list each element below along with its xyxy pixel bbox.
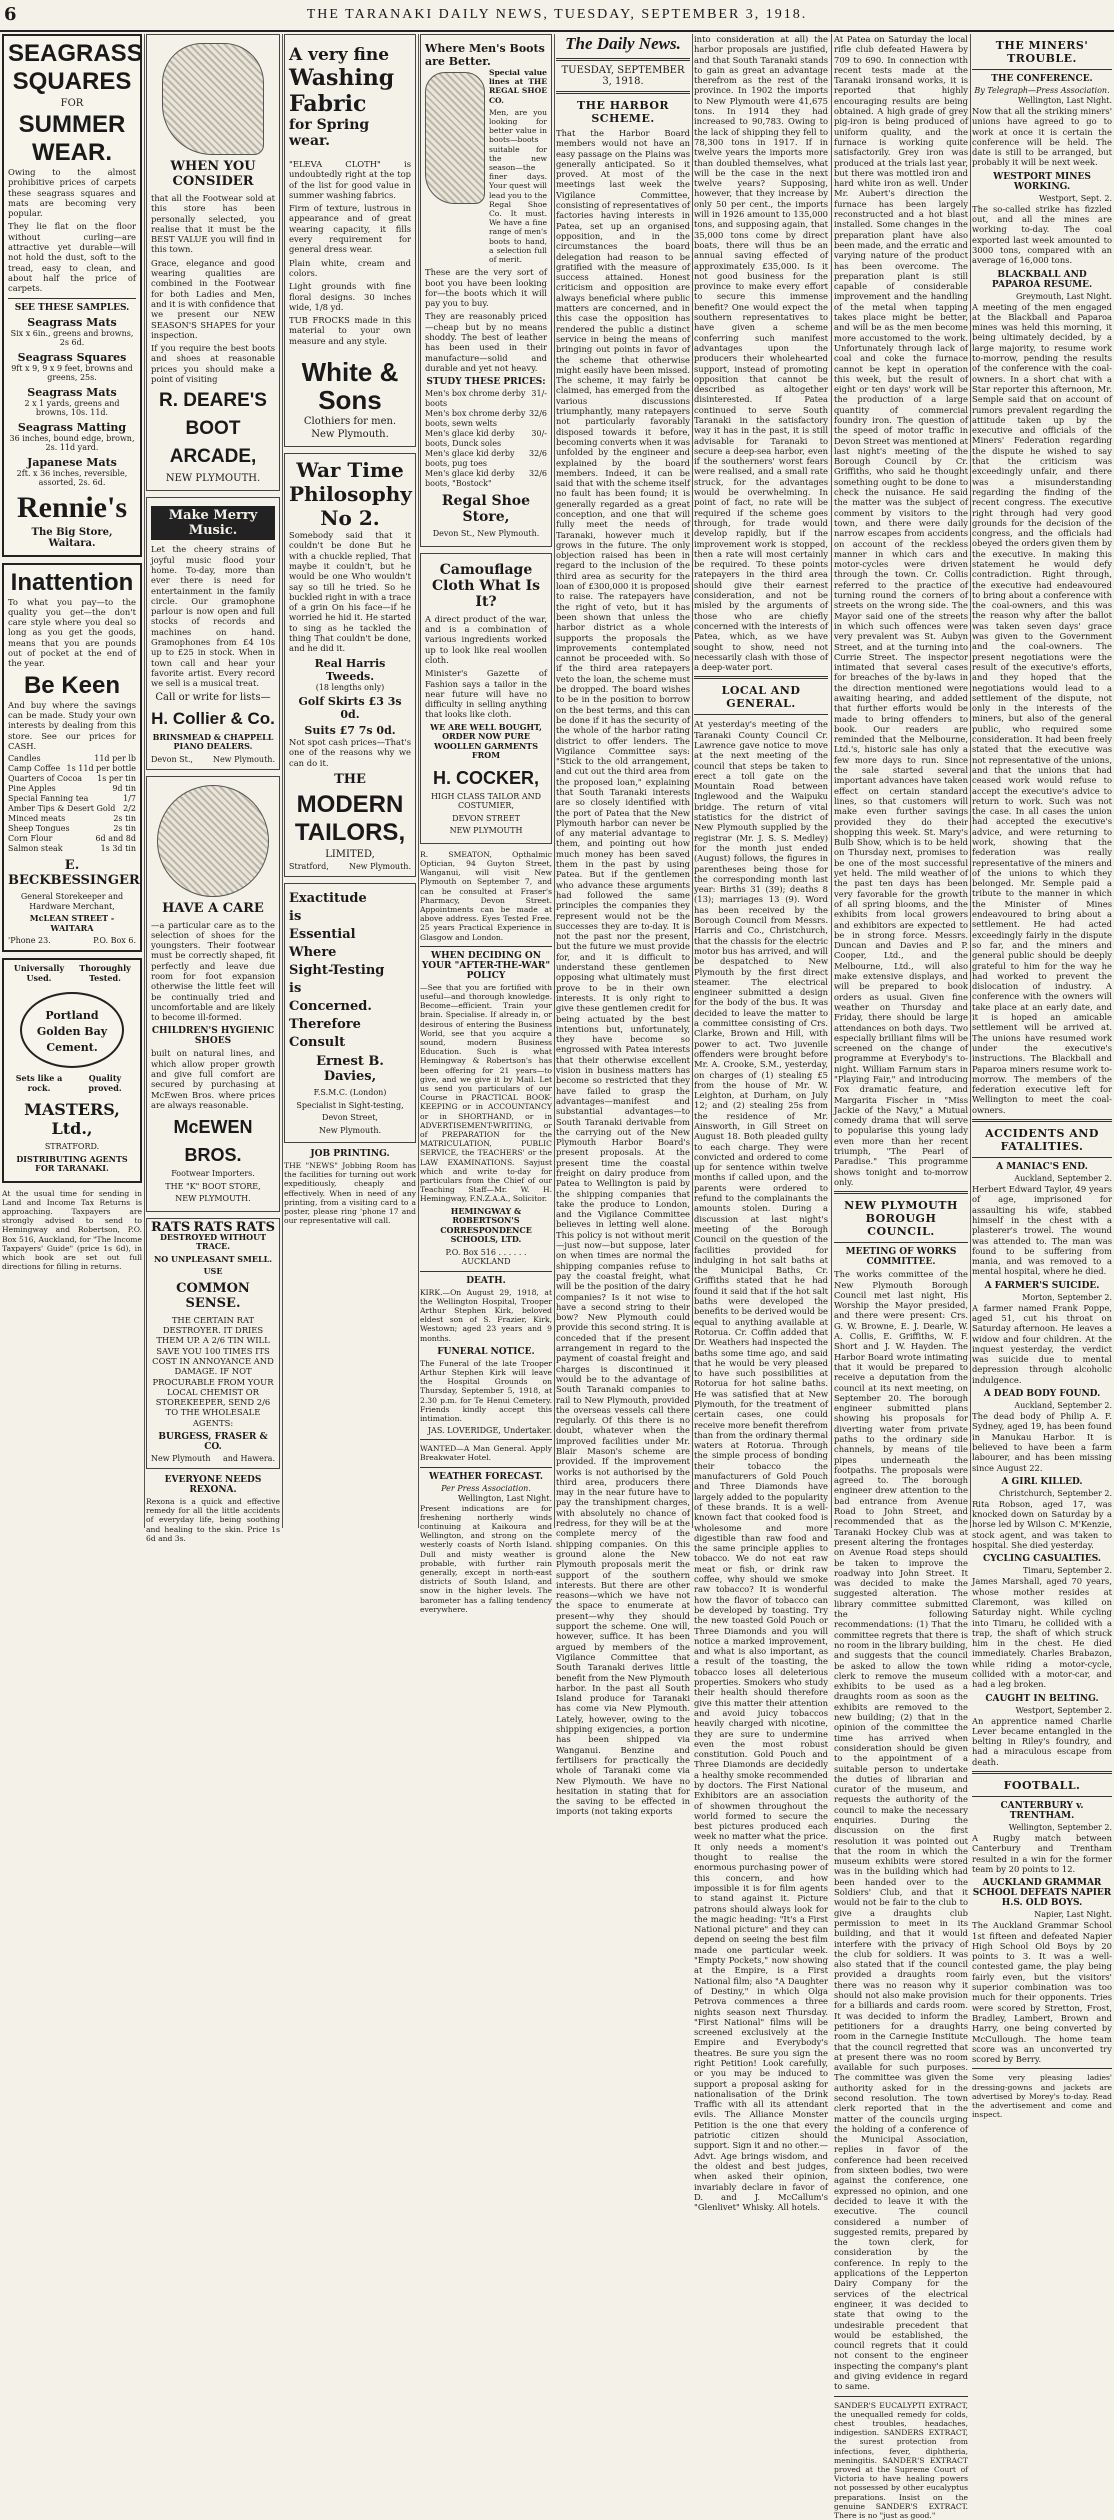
exactitude-line: Essential (289, 927, 356, 942)
ladies-shoe-illustration (162, 43, 264, 155)
mcewen-desc: Footwear Importers. (171, 1169, 255, 1179)
price-row: Pine Apples 9d tin (8, 784, 136, 794)
editorial-continued: into consideration at all) the harbor proposals are justified, and that South Taranaki stands to gain as great an advantage therefrom as the rest of the province. In 1902 the imports to New Plymouth were 41,675 tons. In 1914 they had increased to 90,783. Owing to the lack of shipping they fell to 78,300 tons in 1917. If in twelve years the imports more than doubled themselves, what will be the case in the next twelve years? Supposing, however, that they increase by only 50 per cent., the imports will in 1926 amount to 135,000 tons, and supposing again, that 35,000 tons come by direct boats, there will thus be an annual saving effected of approximately £35,000. Is it not good business for the province to make every effort to secure this immense benefit? One would expect the southern representatives to have given a scheme conferring such manifest advantages upon the producers their wholehearted support, instead of promoting opposition that cannot be described as altogether disinterested. If Patea continued to serve South Taranaki in the satisfactory way it has in the past, it is still advisable for Taranaki to secure a deep-sea harbor, even if the southerners' worst fears were realised, and a small rate struck, for the advantages would be overwhelming. In point of fact, no rate will be required if the scheme goes through, for trade would develop rapidly, but if the improvement work is stopped, then a rate will most certainly be required. To these points ratepayers in the third area should give their earnest consideration, and not be misled by the arguments of those who are chiefly concerned with the interests of Patea, which, as we have sought to show, need not necessarily clash with those of a deep-water port. (694, 34, 828, 673)
washing-body-2: Firm of texture, lustrous in appearance and of great wearing capacity, it fills every requirement for general dress wear. (289, 203, 411, 255)
masters-town: STRATFORD. (44, 1142, 100, 1152)
regal-street: Devon St., New Plymouth. (432, 529, 540, 539)
suits-item: Suits £7 7s 0d. (304, 724, 396, 738)
local-general-continued: At Patea on Saturday the local rifle club defeated Hawera by 709 to 690. In connection with recent tests made at the Taranaki ironsand works, it is reported that highly encouraging results are being obtained. A high grade of grey pig-iron is being produced of uniform quality, and the furnace is working quite satisfactorily. Grey iron was produced at the trials last year, but there was mottled iron and hard white iron as well. Under Mr. Aubert's direction the furnace has been largely reconstructed and a hot blast installed. Some changes in the preparation plant have also been made, and the erratic and varying nature of the product has been overcome. The preparation plant is still capable of considerable improvement and the handling of the metal when tapping takes place might be better, and will be as the men become more accustomed to the work. Unfortunately through lack of coal and coke the furnace cannot be kept in operation this week, but the result of eight or ten days' work will be the production of a large quantity of commercial foundry iron. The question of the speed of motor traffic in Devon Street was mentioned at last night's meeting of the Borough Council by Cr. Griffiths, who said he thought something ought to be done to check the nuisance. He said the matter was the subject of comment by visitors to the town, and there were daily narrow escapes from accidents on account of the reckless manner in which cars and motor-cycles were driven through the town. Cr. Collis referred to the practice of turning round the corners of streets on the wrong side. The Mayor said one of the streets in which such offences were very prevalent was St. Aubyn Street, and at the turning into Currie Street. The inspector intimated that several cases for breaches of the by-laws in the direction mentioned were awaiting hearing, and added that further efforts would be made to bring offenders to book. Our readers are reminded that the Melbourne, Ltd.'s, historic sale has only a few more days to run. Since the sale started several important advances have taken effect on certain standard lines, so that customers will make even further savings provided they do their shopping this week. St. Mary's Bulb Show, which is to be held on Thursday next, promises to be one of the most successful yet held. The mild weather of the past ten days has been very favorable for the growth of all spring blooms, and the exhibits from local growers and exhibitors are expected to be in strong force. Messrs. Duncan and Davies and P. Cooper, Ltd., and the Melbourne, Ltd., will also make extensive displays, and will be prepared to book orders as usual. Given fine weather on Thursday and Friday, there should be large attendances on both days. Two especially brilliant films will be screened on the change of programme at Everybody's to-night. William Farnum stars in "Playing Fair," and introducing Fox dramatic feature, and Margarita Fischer in "Miss Jackie of the Navy," a Mutual comedy drama that will serve to popularise this young lady even more than her recent triumph, "The Pearl of Paradise." This programme shows tonight and to-morrow only. (834, 34, 968, 1187)
column-divider (418, 34, 419, 1528)
davies-name: Ernest B. Davies, (316, 1054, 384, 1084)
exactitude-line: Sight-Testing (289, 963, 385, 978)
rats-agents: BURGESS, FRASER & CO. (158, 1432, 268, 1453)
dealer-address: McLEAN STREET - WAITARA (29, 913, 115, 933)
children-illustration (157, 785, 269, 897)
white-sons-sub: Clothiers for men. (303, 416, 397, 428)
exactitude-line: Consult (289, 1035, 346, 1050)
dateline: Greymouth, Last Night. (1015, 291, 1112, 301)
washing-body-4: Light grounds with fine floral designs. 30 inches wide, 1/8 yd. (289, 281, 411, 312)
divider (8, 298, 136, 299)
care-body-2: built on natural lines, and which allow proper growth and give full comfort are secured by purchasing at McEwen Bros. where prices are always reasonable. (151, 1048, 275, 1110)
white-sons-town: New Plymouth. (311, 429, 389, 441)
column-5 (556, 34, 690, 1817)
blackball-body: A meeting of the men engaged at the Blackball and Paparoa mines was held this morning, it being ultimately decided, by a large majority, to resume work to-morrow, pending the results of the conference with the coal-owners. In a short chat with a Star reporter this afternoon, Mr. Semple said that on account of rumors prevalent regarding the attitude taken up by the executive and officials of the Miners' Federation regarding the dispute he wished to say that the criticism was exceedingly unfair, and there was a misunderstanding regarding the finding of the recent congress. The executive right through had very good grounds for the decision of the congress, and the officials had obeyed the orders given them by the executive. In making this statement he would defy contradiction. Right through, the executive had endeavoured to bring about a conference with the coal-owners, and this was the reason why after the ballot was taken seven days' grace was given to the Government and the coal-owners. The present negotiations were the result of the executive's efforts, and they hoped that the negotiations would lead to a settlement of the dispute, not only in the interests of the miners, but also of the general public, who required some consideration. It had been freely stated that the executive was not representative of the unions, and that the unions that had ceased work would refuse to accept the executive's advice to return to work. Such was not the case. In all cases the union had accepted the executive's advice, and were returning to work, showing that the federation was really representative of the miners and of the unions to which they belonged. Mr. Semple paid a tribute to the manner in which the Minister of Mines endeavoured to bring about a settlement. He had acted exceedingly fairly in the dispute so far, and the miners and general public should be deeply grateful to him for the way he had worked to prevent the dislocation of industry. A conference with the owners will take place at an early date, and it is hoped an amicable settlement will be arrived at. The unions have resumed work under the executive's instructions. The Blackball and Paparoa miners resume work to-morrow. The members of the federation executive left for Wellington to meet the coal-owners. (972, 301, 1112, 1115)
morey-notice: Some very pleasing ladies' dressing-gowns and jackets are advertised by Morey's to-day. Read the advertisement and come and inspect. (972, 2073, 1112, 2120)
davies-town: New Plymouth. (318, 1125, 382, 1135)
column-divider (831, 34, 832, 1528)
washing-title-4: for Spring wear. (289, 117, 370, 149)
rats-line: DESTROYED WITHOUT TRACE. (159, 1231, 267, 1252)
be-keen-body: And buy where the savings can be made. Study your own interests by dealing from this store. See our prices for CASH. (8, 699, 136, 751)
divider (420, 1439, 552, 1440)
grammar-title: AUCKLAND GRAMMAR SCHOOL DEFEATS NAPIER H.S. OLD BOYS. (972, 1878, 1112, 1909)
divider (972, 2068, 1112, 2069)
exactitude-line: Therefore (289, 1017, 361, 1032)
council-body: The works committee of the New Plymouth Borough Council met last night, His Worship the Mayor presided, and there were present: Crs. G. W. Browne, E. J. Dearle, W. A. Collis, E. Griffiths, W. F. Short and J. W. Hayden. The Harbor Board wrote intimating that it would be prepared to receive a deputation from the council at its next meeting, on September 20. The borough engineer submitted plans showing his proposals for diverting water from private paths to the ordinary side channels, by means of tile pipes underneath the footpaths. The proposals were agreed to. The borough engineer drew attention to the bad entrance from Avenue Road to John Street, and recommended that as the Taranaki Hockey Club was at present altering the frontages on Avenue Road steps should be taken to improve the roadway into John Street. It was decided to make the suggested alteration. The library committee submitted the following recommendations: (1) That the committee regrets that there is no room in the library building, and suggests that the council be asked to allow the town clerk to remove the museum exhibits to be used as a draughts room as soon as the exhibits are removed to the new building; (2) that in the opinion of the committee the time has arrived when consideration should be given to the appointment of a suitable person to undertake the duties of librarian and curator of the museum, and requests the authority of the council to make the necessary enquiries. During the discussion on the first resolution it was pointed out that the room in which the museum exhibits were stored was in the building which had been handed over to the Soldiers' Club, and that it would not be fair to the club to give a draughts club permission to meet in its building, and that it would interfere with the privacy of the club for soldiers. It was also stated that if the council provided a draughts room there was no reason why it should not also make provision for a billiards and cards room. It was decided to inform the petitioners for a draughts room in the Carnegie Institute that the council regretted that at present there was no room available for such purposes. The committee was given the authority asked for in the second resolution. The town clerk reported that in the matter of the councils urging the holding of a conference of the Municipal Association, replies in favor of the conference had been received from sixteen bodies, two were against the conference, one expressed no opinion, and one decided to leave it with the executive. The council considered a number of suggested remits, prepared by the town clerk, for consideration by the conference. In reply to the applications of the Lepperton Dairy Company for the services of the electrical engineer, it was decided to state that owing to the undesirable precedent that would be established, the council regrets that it could not consent to the engineer inspecting the company's plant and giving evidence in regard to same. (834, 1269, 968, 2392)
modern-modern: MODERN (296, 791, 404, 818)
regal-body: These are the very sort of boot you have been looking for—the boots which it will pay you to buy. (425, 267, 547, 309)
product-name: Seagrass Matting (17, 420, 127, 434)
dateline: Westport, September 2. (1015, 1705, 1112, 1715)
divider (972, 1157, 1112, 1158)
washing-advert (284, 34, 416, 447)
rats-body: THE CERTAIN RAT DESTROYER. IT DRIES THEM UP. A 2/6 TIN WILL SAVE YOU 100 TIMES ITS COST IN ANNOYANCE AND DAMAGE. IF NOT PROCURABLE FROM YOUR LOCAL CHEMIST OR STOREKEEPER, SEND 2/6 TO THE WHOLESALE AGENTS: (152, 1314, 274, 1428)
wanted-notice: WANTED—A Man General. Apply Breakwater Hotel. (420, 1444, 552, 1463)
tweeds-item: Real Harris Tweeds. (314, 656, 386, 683)
product-desc: 9ft x 9, 9 x 9 feet, browns and greens, 25s. (11, 363, 133, 383)
cement-bottom: Sets like a rock. Quality proved. (15, 1073, 122, 1093)
cocker-name: H. COCKER, (432, 767, 539, 788)
dateline: Westport, Sept. 2. (1039, 193, 1112, 203)
davies-spec: Specialist in Sight-testing, (296, 1100, 404, 1110)
headline-wear: WEAR. (32, 139, 112, 166)
cycling-title: CYCLING CASUALTIES. (982, 1554, 1102, 1565)
mens-boot-illustration (425, 72, 485, 204)
hemingway-box: P.O. Box 516 . . . . . . AUCKLAND (445, 1247, 527, 1267)
regal-intro: Men, are you looking for better value in boots—boots suitable for the new season—the finer days. Your quest will lead you to the Regal Shoe Co. It must. We have a fine range of men's boots to hand, a selection full of merit. (489, 107, 547, 265)
regal-price-row: Men's glace kid derby boots, "Bostock" 32/6 (425, 469, 547, 489)
works-committee-title: MEETING OF WORKS COMMITTEE. (845, 1247, 957, 1268)
product-desc: Six x 6in., greens and browns, 2s 6d. (10, 328, 134, 348)
white-sons-logo: White & Sons (301, 357, 399, 416)
death-title: DEATH. (466, 1275, 506, 1286)
philosophy-body: Not spot cash prices—That's one of the reasons why we can do it. (289, 737, 411, 768)
conference-title: THE CONFERENCE. (991, 74, 1093, 84)
regal-body-2: They are reasonably priced—cheap but by no means shoddy. The best of leather has been used in their manufacture—solid and durable and yet not heavy. (425, 311, 547, 373)
deare-body-2: Grace, elegance and good wearing qualities are combined in the Footwear for both Ladies and Men, and it is with confidence that we present our NEW SEASON'S SHAPES for your inspection. (151, 257, 275, 340)
regal-price-row: Men's box chrome derby boots, sewn welts 32/6 (425, 409, 547, 429)
column-1 (2, 34, 142, 1524)
column-8 (972, 34, 1112, 2120)
exactitude-line: is (289, 909, 302, 924)
rats-line: NO UNPLEASANT SMELL. (153, 1253, 273, 1264)
column-divider (970, 34, 971, 1528)
cocker-street: DEVON STREET (452, 813, 520, 823)
editorial-title: THE HARBOR SCHEME. (576, 99, 670, 125)
seagrass-advert (2, 34, 142, 557)
canterbury-title: CANTERBURY v. TRENTHAM. (1000, 1801, 1084, 1822)
inattention-advert (2, 563, 142, 953)
newspaper-title: THE TARANAKI DAILY NEWS, TUESDAY, SEPTEMBER 3, 1918. (306, 7, 808, 22)
cycling-body: James Marshall, aged 70 years, whose mother resides at Claremont, was killed on Saturday night. While cycling into Timaru, he collided with a trap, the shaft of which struck him in the chest. He died immediately. Charles Brabazon, while riding a motor-cycle, collided with a motor-car, and had a leg broken. (972, 1576, 1112, 1690)
exactitude-line: Where (289, 945, 337, 960)
dateline: Wellington, Last Night. (1017, 96, 1112, 105)
daily-news-masthead: The Daily News. (565, 34, 681, 53)
deare-advert (146, 34, 280, 491)
price-row: Sheep Tongues 2s tin (8, 824, 136, 834)
job-printing-title: JOB PRINTING. (310, 1149, 390, 1159)
inattention-body: To what you pay—to the quality you get—the don't care style where you deal so long as you get the goods, means that you are pounds out of pocket at the end of the year. (8, 596, 136, 669)
press-byline: By Telegraph—Press Association. (974, 86, 1110, 95)
seagrass-intro-2: They lie flat on the floor without curling—are attractive yet durable—will not hold the dust, soft to the tread, easy to clean, and about half the price of carpets. (8, 221, 136, 294)
column-4 (420, 34, 552, 1614)
canterbury-body: A Rugby match between Canterbury and Trentham resulted in a win for the former team by 20 points to 12. (972, 1833, 1112, 1874)
camouflage-body: A direct product of the war, and is a combination of various ingredients worked up to look like real woollen cloth. (425, 613, 547, 665)
undertaker: JAS. LOVERIDGE, Undertaker. (427, 1426, 552, 1436)
column-divider (554, 34, 555, 1528)
rats-advert (146, 1218, 280, 1469)
product-desc: 36 inches, bound edge, brown, 2s. 11d yard. (9, 433, 135, 453)
rats-line: USE (203, 1266, 223, 1277)
sanders-advert: SANDER'S EUCALYPTI EXTRACT, the unequalled remedy for colds, chest troubles, headaches, indigestion. SANDERS EXTRACT, the surest protection from infections, fever, diphtheria, meningitis. SANDER'S EXTRACT proved at the Supreme Court of Victoria to have healing powers not possessed by other eucalyptus preparations. Insist on the genuine SANDER'S EXTRACT. There is no "just as good." (834, 2400, 968, 2520)
masthead (0, 0, 1114, 32)
price-row: Corn Flour 6d and 8d (8, 834, 136, 844)
seagrass-intro: Owing to the almost prohibitive prices of carpets these seagrass squares and mats are becoming very popular. (8, 167, 136, 219)
weather-dateline: Wellington, Last Night. (457, 1493, 552, 1503)
mcewen-shop: THE "K" BOOT STORE, (165, 1181, 261, 1191)
funeral-body: The Funeral of the late Trooper Arthur Stephen Kirk will leave the Hospital Grounds on Thursday, September 5, 1918, at 2.30 p.m. for Te Henui Cemetery. Friends kindly accept this intimation. (420, 1358, 552, 1424)
philosophy-verse: Somebody said that it couldn't be done But he with a chuckle replied, That maybe it couldn't, but he would be one Who wouldn't say so till he tried. So he buckled right in with a trace of a grin On his face—if he worried he hid it. He started to sing as he tackled the thing That couldn't be done, and he did it. (289, 530, 411, 654)
miners-title: THE MINERS' TROUBLE. (995, 39, 1089, 65)
regal-study: STUDY THESE PRICES: (426, 377, 546, 388)
dateline: Christchurch, September 2. (998, 1488, 1112, 1498)
rennies-sub: The Big Store, Waitara. (31, 526, 113, 549)
column-divider (282, 34, 283, 1528)
mcewen-name: McEWEN BROS. (173, 1117, 253, 1166)
conference-body: Now that all the striking miners' unions have agreed to go to work at once it is certain the conference will be held. The date is still to be arranged, but probably it will be next week. (972, 106, 1112, 168)
divider (556, 58, 690, 61)
deare-body: that all the Footwear sold at this store has been personally selected, you realise that it must be the BEST VALUE you will find in this town. (151, 193, 275, 255)
dateline: Timaru, September 2. (1022, 1566, 1112, 1576)
rats-towns: New Plymouth and Hawera. (151, 1454, 275, 1464)
rexona-body: Rexona is a quick and effective remedy for all the little accidents of everyday life, being soothing and healing to the skin. Price 1s 6d and 3s. (146, 1497, 280, 1543)
cocker-town: NEW PLYMOUTH (449, 826, 523, 836)
column-7 (834, 34, 968, 2520)
death-body: KIRK.—On August 29, 1918, at the Wellington Hospital, Trooper Arthur Stephen Kirk, beloved eldest son of S. Frazier, Kirk, Westown; aged 23 years and 9 months. (420, 1287, 552, 1343)
dead-body-title: A DEAD BODY FOUND. (983, 1389, 1101, 1400)
dealer-desc: General Storekeeper and Hardware Merchant, (20, 892, 124, 911)
girl-title: A GIRL KILLED. (1001, 1476, 1083, 1487)
divider (972, 1796, 1112, 1797)
dateline: Auckland, September 2. (1014, 1174, 1112, 1184)
davies-cert: F.S.M.C. (London) (313, 1088, 387, 1097)
camouflage-body-2: Minister's Gazette of Fashion says a tailor in the near future will have no difficulty in selling anything that looks like cloth. (425, 668, 547, 720)
after-war-body: —See that you are fortified with useful—and thorough knowledge. Become—efficient. Train your brain. Specialise. If already in, or desirous of entering the Business World, see that you acquire a sound, modern Business Education. Such is what Hemingway & Robertson's has been offering for 21 years—to give, and we give it by Mail. Let us send you particulars of our Course in PRACTICAL BOOK-KEEPING or in ACCOUNTANCY or in SHORTHAND, or in ADVERTISEMENT-WRITING, or of PREPARATION for the MATRICULATION, PUBLIC SERVICE, the TEACHERS' or the LAW EXAMINATIONS. Sayjust which and write to-day for particulars from the Chief of our Teaching Staff—Mr. W. H. Hemingway, F.N.Z.A.A., Solicitor. (420, 982, 552, 1204)
care-advert (146, 776, 280, 1212)
rexona-title: EVERYONE NEEDS REXONA. (164, 1475, 262, 1496)
weather-byline: Per Press Association. (441, 1483, 531, 1493)
local-general-body: At yesterday's meeting of the Taranaki County Council Cr. Lawrence gave notice to move at the next meeting of the council that steps be taken to erect a toll gate on the Mountain Road between Inglewood and the Waipuku bridge. The return of vital statistics for the district of New Plymouth supplied by the registrar (Mr. J. S. S. Medley) for the month just ended (August) follows, the figures in parentheses being those for the corresponding month last year: Births 31 (39); deaths 8 (13); marriages 13 (9). Word has been received by the Borough Council from Messrs. Harris and Co., Christchurch, that the chassis for the electric motor bus has arrived, and will be despatched to New Plymouth by the first direct steamer. The electrical engineer submitted a design for the body of the bus. It was decided to leave the matter to a committee consisting of Crs. Clarke, Brown and Hill, with power to act. Two juvenile offenders were brought before Mr. A. Crooke, S.M., yesterday, on charges of (1) stealing £5 from the house of Mr. W. Leighton, at Durham, on July 12; and (2) stealing 25s from the residence of Mr. Ainsworth, in Gill Street on August 18. Both pleaded guilty to each charge. They were convicted and ordered to come up for sentence within twelve months if called upon, and the parents were ordered to refund to the complainants the amounts stolen. During a discussion at last night's meeting of the Borough Council on the question of the facilities provided for indulging in hot salt baths at the Municipal Baths, Cr. Griffiths stated that he had found it said that if the hot salt baths were developed the benefits to be derived would be equal to anything available at Rotorua. Cr. Coffin added that Dr. Weathers had inspected the baths some time ago, and said that he would be very pleased to have such possibilities at Rotorua for hot saline baths. He was satisfied that at New Plymouth, for the treatment of certain cases, one could receive more benefit therefrom than from the ordinary thermal waters at Rotorua. Through the simple process of bonding their tobacco the manufacturers of Gold Pouch and Three Diamonds have largely added to the popularity of these brands. It is a well-known fact that cooked food is wholesome and more digestible than raw food and the same principle applies to tobacco. We do not eat raw meat or fish, or drink raw coffee, why should we smoke raw tobacco? It is wonderful how the flavor of tobacco can be developed by toasting. Try the new toasted Gold Pouch or Three Diamonds and you will notice a marked improvement, and what is also important, as a result of the toasting, the tobacco loses all deleterious properties. Smokers who study their health should therefore give this matter their attention and avoid juicy tobaccos heavily charged with nicotine, they are sure to undermine even the most robust constitution. Gold Pouch and Three Diamonds are decidedly a healthy smoke recommended by doctors. The First National Exhibitors are an association of showmen throughout the world formed to secure the best pictures produced each week no matter what the price. It only needs a moment's thought to realise the enormous purchasing power of this concern, and how impossible it is for film agents to stand against it. Picture patrons should always look for the magic heading: "It's a First National picture" and they can depend on seeing the best film made one particular week. "Empty Pockets," now showing at the Empire, is a First National film; also "A Daughter of Destiny," in which Olga Petrova commences a three nights season next Thursday. "First National" films will be screened exclusively at the Empire and Everybody's theatres. Be sure you sign the right Petition! Look carefully, or you may be induced to support a proposal asking for nationalisation of the Drink Traffic with all its attendant evils. The Alliance Monster Petition is the one that every patriotic citizen should support. Sign it and no other.—Advt. Age brings wisdom, and the oldest and best judges, when asked their opinion, invariably declare in favor of D. and J. McCallum's "Glenlivet" Whisky. All hotels. (694, 719, 828, 2213)
farmer-body: A farmer named Frank Poppe, aged 51, cut his throat on Saturday afternoon. He leaves a widow and four children. At the inquest yesterday, the verdict was suicide due to mental depression through alcoholic indulgence. (972, 1302, 1112, 1385)
page-number: 6 (4, 4, 17, 25)
dateline: Napier, Last Night. (1034, 1910, 1112, 1920)
headline-seagrass: SEAGRASS (8, 40, 143, 67)
editorial-date: TUESDAY, SEPTEMBER 3, 1918. (561, 65, 685, 87)
collier-desc: BRINSMEAD & CHAPPELL PIANO DEALERS. (152, 731, 274, 751)
music-body: Let the cheery strains of joyful music flood your home. To-day, more than ever there is need for entertainment in the family circle. Our gramophone parlour is now open and full stocks of records and machines on hand. Gramophones from £4 10s up to £25 in stock. When in town call and hear your favorite artist. Every record we sell is a musical treat. (151, 544, 275, 689)
belting-body: An apprentice named Charlie Lever became entangled in the belting in Riley's foundry, and had a miraculous escape from death. (972, 1715, 1112, 1767)
headline-squares: SQUARES (12, 68, 132, 95)
regal-special: Special value lines at THE REGAL SHOE CO. (489, 68, 547, 105)
product-name: Seagrass Mats (27, 385, 117, 399)
camouflage-notice: WE ARE WELL BOUGHT, ORDER NOW PURE WOOLLEN GARMENTS FROM (430, 721, 542, 761)
local-general-title: LOCAL AND GENERAL. (721, 684, 801, 711)
exactitude-advert (284, 883, 416, 1143)
divider (420, 946, 552, 947)
regal-price-row: Men's glace kid derby boots, Dunck soles 30/- (425, 429, 547, 449)
regal-price-row: Men's box chrome derby boots 31/- (425, 389, 547, 409)
deare-body-3: If you require the best boots and shoes at reasonable prices you should make a point of visiting (151, 343, 275, 385)
music-title: Make Merry Music. (151, 506, 275, 540)
divider (834, 1242, 968, 1243)
weather-body: Present indications are for freshening northerly winds continuing at Kaikoura and Wellington, and strong on the westerly coasts of North Island. Dull and misty weather is probable, with further rain generally, except in north-east districts of South Island, and snow in the higher levels. The barometer has a falling tendency everywhere. (420, 1503, 552, 1614)
dealer-name: E. BECKBESSINGER (8, 858, 140, 889)
funeral-title: FUNERAL NOTICE. (437, 1346, 535, 1357)
smeaton-notice: R. SMEATON, Opthalmic Optician, 94 Guyton Street, Wanganui, will visit New Plymouth on September 7, and can be consulted at Fraser's Pharmacy, Devon Street. Appointments can be made at above address. Eyes Tested Free. 25 years Practical Experience in Glasgow and London. (420, 849, 552, 942)
price-row: Amber Tips & Desert Gold 2/2 (8, 804, 136, 814)
dateline: Auckland, September 2. (1014, 1401, 1112, 1411)
regal-title: Where Men's Boots are Better. (425, 42, 545, 68)
column-divider (692, 34, 693, 1528)
price-row: Salmon steak 1s 3d tin (8, 844, 136, 854)
masters-agents: DISTRIBUTING AGENTS FOR TARANAKI. (16, 1153, 128, 1174)
washing-title-3: Fabric (289, 91, 367, 117)
music-call: Call or write for lists— (155, 691, 271, 703)
camouflage-title: Camouflage Cloth What Is It? (431, 561, 541, 610)
cement-oval: Portland Golden Bay Cement. (20, 992, 124, 1068)
divider (420, 1467, 552, 1468)
masters-ltd: MASTERS, Ltd., (24, 1100, 120, 1139)
dateline: Morton, September 2. (1022, 1292, 1112, 1302)
exactitude-line: is (289, 981, 302, 996)
divider (834, 2396, 968, 2397)
divider (972, 1119, 1112, 1122)
collier-name: H. Collier & Co. (151, 708, 275, 728)
column-3 (284, 34, 416, 1524)
regal-top (425, 68, 547, 267)
regal-advert (420, 34, 552, 547)
care-body: —a particular care as to the selection of shoes for the youngsters. Their footwear must be correctly shaped, fit perfectly and leave due room for foot expansion otherwise the little feet will be continually tried and uncomfortable and are likely to become ill-formed. (151, 919, 275, 1023)
washing-body-5: TUB FROCKS made in this material to your own measure and any style. (289, 315, 411, 346)
philosophy-title-3: No 2. (320, 506, 380, 531)
product-desc: 2ft. x 36 inches, reversible, assorted, 2s. 6d. (16, 468, 128, 488)
music-advert (146, 497, 280, 769)
be-keen-title: Be Keen (23, 671, 121, 699)
modern-towns: Stratford, New Plymouth. (289, 862, 411, 871)
rats-header: RATS RATS RATS (151, 1219, 275, 1235)
farmer-title: A FARMER'S SUICIDE. (984, 1280, 1100, 1291)
rennies-logo: Rennie's (16, 490, 127, 524)
headline-for: FOR (60, 98, 84, 109)
dead-body-body: The dead body of Philip A. F. Sydney, aged 19, has been found in Manukau Harbor. It is believed to have been a farm labourer, and has been missing since August 22. (972, 1411, 1112, 1473)
care-sub: CHILDREN'S HYGIENIC SHOES (151, 1026, 275, 1047)
dealer-contacts: 'Phone 23. P.O. Box 6. (8, 936, 136, 946)
borough-council-title: NEW PLYMOUTH BOROUGH COUNCIL. (844, 1199, 958, 1239)
modern-the: THE (334, 772, 366, 787)
column-6 (694, 34, 828, 2213)
belting-title: CAUGHT IN BELTING. (985, 1693, 1099, 1704)
mcewen-town: NEW PLYMOUTH. (175, 1194, 251, 1204)
divider (420, 1271, 552, 1272)
price-row: Special Fanning tea 1/7 (8, 794, 136, 804)
product-name: Seagrass Squares (17, 350, 127, 364)
product-name: Seagrass Mats (27, 315, 117, 329)
weather-title: WEATHER FORECAST. (428, 1471, 544, 1482)
cement-advert (2, 958, 142, 1183)
football-title: FOOTBALL. (1003, 1779, 1081, 1793)
tweeds-sub: (18 lengths only) (315, 682, 385, 692)
divider (972, 1771, 1112, 1774)
product-desc: 2 x 1 yards, greens and browns, 10s. 11d. (24, 398, 120, 418)
price-row: Camp Coffee 1s 11d per bottle (8, 764, 136, 774)
column-divider (144, 34, 145, 1528)
golf-skirts-item: Golf Skirts £3 3s 0d. (298, 695, 402, 722)
divider (694, 676, 828, 679)
dateline: Wellington, September 2. (1008, 1823, 1112, 1833)
editorial-body: That the Harbor Board members would not have an easy passage on the Plains was generally anticipated. So it proved. At most of the meetings last week the Vigilance Committee, consisting of representatives of factories having interests in Patea, set up an organised opposition, and in the circumstances the board delegation had reason to be gratified with the measure of success attained. Honest criticism and opposition are always beneficial where public matters are concerned, and in this case the opposition has rendered the public a distinct service in being the means of bringing out points in favor of the scheme that otherwise might easily have been missed. The scheme, it may fairly be claimed, has emerged from the various discussions triumphantly, many ratepayers not particularly favorably disposed towards it before, becoming converts when it was unfolded by the engineer and explained by the board members. Indeed, it can be said that with the scheme itself no fault has been found; it is generally regarded as a great conception, and one that will fully meet the needs of Taranaki, however much it grows in the future. The only objection raised has been in regard to the inclusion of the third area as security for the loan of £300,000 it is proposed to raise. The ratepayers have the right of veto, but it has been shown that unless the harbor district as a whole supports the proposals the improvements contemplated cannot be proceeded with. So if the third area ratepayers veto the loan, the scheme must be dropped. The board wishes to be in the position to borrow on the best terms, and this can be done if it has the security of the whole of the harbor rating district to offer lenders. The Vigilance Committee says: "Stick to the old arrangement, and cut out the third area from the proposed loan," explaining that South Taranaki interests are so closely identified with the port of Patea that the New Plymouth harbor can never be of any material advantage to them, and pointing out how much money has been saved them in the past by using Patea. But if the gentlemen who advance these arguments had followed the same principles the companies they represent would not be the successes they are to-day. It is not the past nor the present, but the future we must provide for, and it is difficult to understand these gentlemen opposing what ultimately must prove to be in their own interests. It is only right to give these gentlemen credit for being actuated by the best intentions but, unfortunately, they have become so engrossed with Patea interests that their otherwise excellent vision in business matters has become so restricted that they have failed to grasp the advantages—manifest and substantial advantages—to South Taranaki derivable from the carrying out of the New Plymouth Harbor Board's present proposals. At the present time the coastal freight on dairy produce from Patea to Wellington is paid by the shipping companies that take the produce to London, and the Vigilance Committee believes in letting well alone. This policy is not without merit—just now—but suppose, later on when times are normal the shipping companies refuse to pay the coastal freight, what will be the position of the dairy companies? Is it not wise to have a second string to their bow? New Plymouth could provide this second string. It is conceded that if the present arrangement in regard to the payment of coastal freight and charges is discontinued it would be to the advantage of South Taranaki companies to rail to New Plymouth, provided the overseas vessels call there regularly. Of this there is no doubt, whatever when the improved facilities under Mr. Blair Mason's scheme are provided. If the improvement works is not authorised by the third area, producers there may in the near future have to pay the transhipment charges, with absolutely no chance of redress, for they will be at the complete mercy of the shipping companies. On this ground alone the New Plymouth proposals merit the support of the southern interests. But there are other reasons—which we have not the space to enumerate at present—why they should support the scheme. One will, however, suffice. It has been argued by members of the Vigilance Committee that South Taranaki derives little benefit from the New Plymouth harbor. In the past all South Island produce for Taranaki has come via New Plymouth. Lately, however, owing to the shipping exigencies, a portion has been shipped via Wanganui. Benzine and fertilisers for practically the whole of Taranaki come via New Plymouth. We have no hesitation in stating that for the saving to be effected in imports (not taking exports (556, 128, 690, 1817)
philosophy-title-2: Philosophy (289, 482, 412, 507)
maniac-title: A MANIAC'S END. (996, 1162, 1088, 1173)
product-name: Japanese Mats (27, 455, 117, 469)
regal-store: Regal Shoe Store, (441, 493, 531, 526)
grammar-body: The Auckland Grammar School 1st fifteen and defeated Napier High School Old Boys by 20 points to 3. It was a well-contested game, the play being fairly even, but the visitors' superior combination was too much for their opponents. Tries were scored by Stretton, Frost, Bradley, Lambert, Brown and Harry, one being converted by McCullough. The home team score was an unconverted try scored by Berry. (972, 1920, 1112, 2065)
washing-title-1: A very fine (289, 45, 390, 65)
income-tax-notice: At the usual time for sending in Land and Income Tax Returns is approaching. Taxpayers are strongly advised to send to Hemingway and Robertson, P.O. Box 516, Auckland, for "The Income Taxpayers' Guide" (price 1s 6d), in which book are set out full directions for filling in returns. (2, 1188, 142, 1272)
washing-body: "ELEVA CLOTH" is undoubtedly right at the top of the list for good value in summer washing fabrics. (289, 159, 411, 200)
divider (972, 69, 1112, 70)
modern-limited: LIMITED, (325, 849, 375, 860)
divider (834, 1191, 968, 1194)
westport-title: WESTPORT MINES WORKING. (993, 171, 1091, 192)
accidents-title: ACCIDENTS AND FATALITIES. (985, 1127, 1099, 1154)
after-war-title: WHEN DECIDING ON YOUR "AFTER-THE-WAR" POLICY (421, 950, 551, 981)
price-row: Quarters of Cocoa 1s per tin (8, 774, 136, 784)
column-2 (146, 34, 280, 1543)
westport-body: The so-called strike has fizzled out, and all the mines are working to-day. The coal exported last week amounted to 3000 tons, compared with an average of 16,000 tons. (972, 203, 1112, 266)
headline-summer: SUMMER (18, 111, 126, 138)
blackball-title: BLACKBALL AND PAPAROA RESUME. (991, 269, 1093, 290)
washing-body-3: Plain white, cream and colors. (289, 257, 411, 278)
divider (556, 91, 690, 94)
regal-price-row: Men's glace kid derby boots, pug toes 32/6 (425, 449, 547, 469)
divider (694, 714, 828, 715)
cocker-desc: HIGH CLASS TAILOR AND COSTUMIER, (430, 791, 542, 811)
camouflage-advert (420, 553, 552, 844)
hemingway-firm: HEMINGWAY & ROBERTSON'S CORRESPONDENCE SCHOOLS, LTD. (440, 1205, 532, 1245)
deare-boot: BOOT (185, 418, 241, 440)
girl-body: Rita Robson, aged 17, was knocked down on Saturday by a horse led by Wilson C. M'Kenzie, stock agent, and was taken to hospital. She died yesterday. (972, 1498, 1112, 1551)
job-printing-body: THE "NEWS" Jobbing Room has the facilities for turning out work expeditiously, cheaply and effectively. When in need of any printing, from a visiting card to a poster, please ring 'phone 17 and our representative will call. (284, 1161, 416, 1226)
deare-town: NEW PLYMOUTH. (165, 473, 261, 485)
washing-title-2: Washing (289, 65, 395, 91)
collier-address: Devon St., New Plymouth. (151, 754, 275, 764)
davies-street: Devon Street, (322, 1113, 378, 1122)
price-row: Minced meats 2s tin (8, 814, 136, 824)
price-row: Candles 11d per lb (8, 754, 136, 764)
rats-brand: COMMON SENSE. (176, 1280, 250, 1311)
philosophy-title-1: War Time (296, 458, 404, 483)
exactitude-line: Exactitude (289, 891, 367, 906)
deare-title: WHEN YOU CONSIDER (170, 159, 256, 189)
maniac-body: Herbert Edward Taylor, 49 years of age, imprisoned for assaulting his wife, stabbed himself in the chest with a plasterer's trowel. The wound was attended to. The man was found to be suffering from mania, and was removed to a mental hospital, where he died. (972, 1184, 1112, 1277)
see-samples: SEE THESE SAMPLES. (14, 302, 130, 313)
inattention-title: Inattention (10, 568, 134, 596)
exactitude-line: Concerned. (289, 999, 372, 1014)
modern-tailors: TAILORS, (294, 819, 406, 846)
care-title: HAVE A CARE (162, 900, 264, 916)
deare-arcade: ARCADE, (169, 446, 257, 468)
cement-top: Universally Used. Thoroughly Tested. (13, 963, 131, 983)
deare-name: R. DEARE'S (159, 390, 267, 412)
philosophy-advert (284, 453, 416, 877)
